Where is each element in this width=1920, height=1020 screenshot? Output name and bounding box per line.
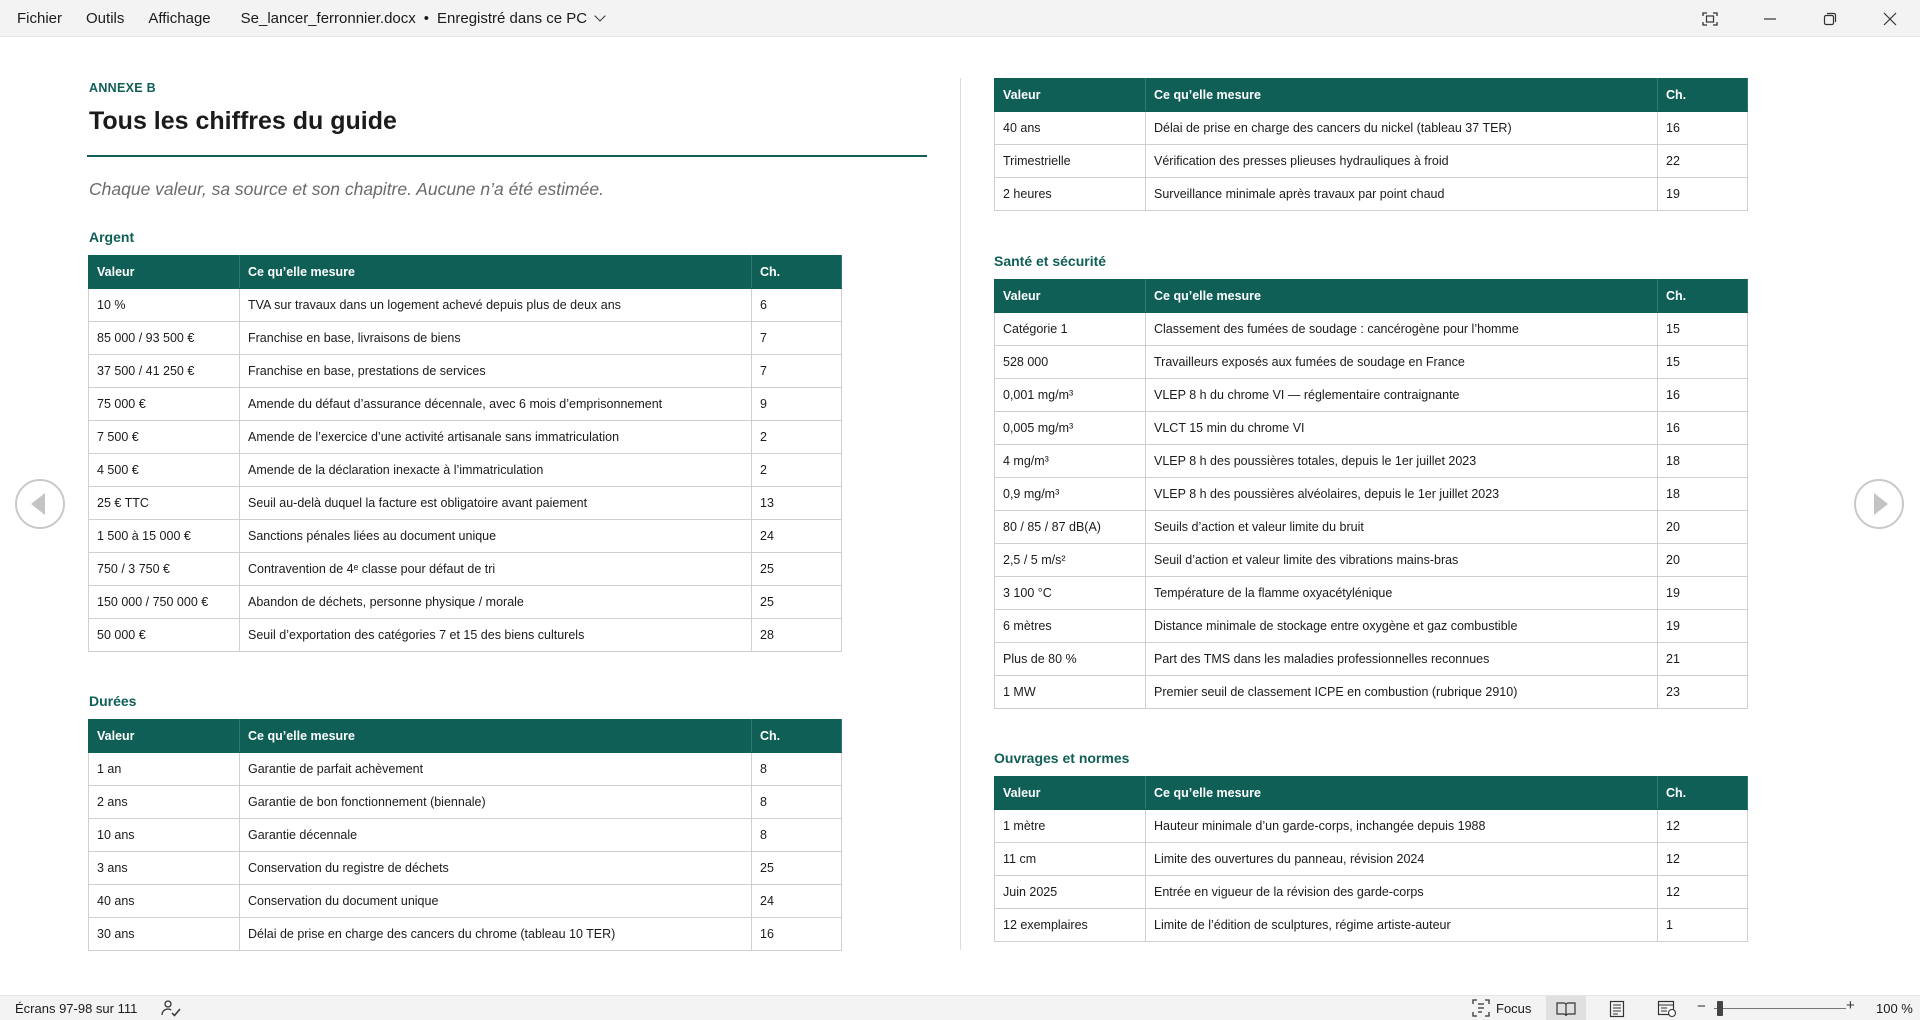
focus-label: Focus xyxy=(1496,1000,1532,1016)
cell-chapter: 8 xyxy=(752,786,842,819)
close-icon xyxy=(1883,12,1897,26)
minimize-button[interactable] xyxy=(1740,0,1800,37)
accessibility-checker-button[interactable] xyxy=(160,999,182,1020)
header-measure: Ce qu’elle mesure xyxy=(1146,79,1658,112)
table-row xyxy=(89,819,842,852)
table-row xyxy=(89,388,842,421)
table-row xyxy=(89,553,842,586)
table-header-row xyxy=(995,777,1748,810)
cell-value: 1 MW xyxy=(995,676,1146,709)
previous-page-button[interactable] xyxy=(15,479,65,529)
cell-measure: Limite de l’édition de sculptures, régime artiste-auteur xyxy=(1146,909,1658,942)
header-measure: Ce qu’elle mesure xyxy=(1146,280,1658,313)
cell-measure: TVA sur travaux dans un logement achevé depuis plus de deux ans xyxy=(240,289,752,322)
table-row xyxy=(995,346,1748,379)
cell-value: Trimestrielle xyxy=(995,145,1146,178)
zoom-level[interactable]: 100 % xyxy=(1876,1001,1913,1016)
section-title-ouvrages: Ouvrages et normes xyxy=(994,750,1130,766)
table-row xyxy=(995,909,1748,942)
chevron-down-icon xyxy=(594,10,605,21)
cell-value: 40 ans xyxy=(89,885,240,918)
fullscreen-icon xyxy=(1702,12,1718,26)
table-ouvrages-normes xyxy=(994,776,1748,942)
table-row xyxy=(89,487,842,520)
table-row xyxy=(995,511,1748,544)
cell-chapter: 28 xyxy=(752,619,842,652)
cell-value: 2 ans xyxy=(89,786,240,819)
cell-chapter: 19 xyxy=(1658,178,1748,211)
table-row xyxy=(995,313,1748,346)
table-durees-continued xyxy=(994,78,1748,211)
previous-page-icon xyxy=(31,493,45,515)
table-argent xyxy=(88,255,842,652)
cell-value: 10 ans xyxy=(89,819,240,852)
cell-value: 7 500 € xyxy=(89,421,240,454)
cell-chapter: 2 xyxy=(752,454,842,487)
menu-bar xyxy=(0,0,223,36)
cell-value: 12 exemplaires xyxy=(995,909,1146,942)
table-row xyxy=(89,322,842,355)
cell-measure: Amende de l’exercice d’une activité artisanale sans immatriculation xyxy=(240,421,752,454)
cell-measure: Vérification des presses plieuses hydrauliques à froid xyxy=(1146,145,1658,178)
header-measure: Ce qu’elle mesure xyxy=(1146,777,1658,810)
cell-measure: Surveillance minimale après travaux par point chaud xyxy=(1146,178,1658,211)
cell-chapter: 9 xyxy=(752,388,842,421)
cell-value: 25 € TTC xyxy=(89,487,240,520)
cell-measure: VLEP 8 h du chrome VI — réglementaire contraignante xyxy=(1146,379,1658,412)
cell-chapter: 16 xyxy=(752,918,842,951)
header-value: Valeur xyxy=(89,256,240,289)
header-chapter: Ch. xyxy=(752,256,842,289)
cell-chapter: 25 xyxy=(752,852,842,885)
close-button[interactable] xyxy=(1860,0,1920,37)
section-title-argent: Argent xyxy=(89,229,135,245)
read-mode-icon xyxy=(1556,1001,1576,1017)
read-mode-button[interactable] xyxy=(1546,996,1586,1020)
cell-value: 150 000 / 750 000 € xyxy=(89,586,240,619)
window-controls xyxy=(1680,0,1920,37)
cell-chapter: 18 xyxy=(1658,478,1748,511)
cell-chapter: 22 xyxy=(1658,145,1748,178)
table-row xyxy=(995,145,1748,178)
cell-measure: Franchise en base, prestations de services xyxy=(240,355,752,388)
cell-chapter: 16 xyxy=(1658,379,1748,412)
table-row xyxy=(995,843,1748,876)
cell-value: 4 500 € xyxy=(89,454,240,487)
annex-label: ANNEXE B xyxy=(89,81,156,95)
document-name: Se_lancer_ferronnier.docx xyxy=(240,9,416,27)
cell-value: Plus de 80 % xyxy=(995,643,1146,676)
cell-value: 1 500 à 15 000 € xyxy=(89,520,240,553)
cell-measure: Délai de prise en charge des cancers du chrome (tableau 10 TER) xyxy=(240,918,752,951)
table-row xyxy=(995,643,1748,676)
cell-chapter: 24 xyxy=(752,885,842,918)
cell-chapter: 12 xyxy=(1658,843,1748,876)
cell-chapter: 1 xyxy=(1658,909,1748,942)
cell-chapter: 8 xyxy=(752,753,842,786)
cell-measure: Délai de prise en charge des cancers du nickel (tableau 37 TER) xyxy=(1146,112,1658,145)
table-durees xyxy=(88,719,842,951)
table-row xyxy=(89,918,842,951)
header-measure: Ce qu’elle mesure xyxy=(240,256,752,289)
cell-measure: Amende du défaut d’assurance décennale, avec 6 mois d’emprisonnement xyxy=(240,388,752,421)
cell-value: 75 000 € xyxy=(89,388,240,421)
menu-outils[interactable]: Outils xyxy=(86,9,125,27)
header-value: Valeur xyxy=(995,280,1146,313)
table-header-row xyxy=(995,280,1748,313)
cell-value: 50 000 € xyxy=(89,619,240,652)
table-row xyxy=(995,676,1748,709)
cell-chapter: 12 xyxy=(1658,810,1748,843)
table-row xyxy=(89,421,842,454)
table-header-row xyxy=(89,256,842,289)
cell-value: 80 / 85 / 87 dB(A) xyxy=(995,511,1146,544)
table-row xyxy=(89,619,842,652)
cell-measure: VLCT 15 min du chrome VI xyxy=(1146,412,1658,445)
header-value: Valeur xyxy=(995,777,1146,810)
cell-value: 2,5 / 5 m/s² xyxy=(995,544,1146,577)
table-row xyxy=(89,586,842,619)
zoom-slider-thumb[interactable] xyxy=(1717,1001,1723,1016)
cell-measure: Limite des ouvertures du panneau, révision 2024 xyxy=(1146,843,1658,876)
cell-measure: Conservation du document unique xyxy=(240,885,752,918)
table-row xyxy=(995,876,1748,909)
cell-measure: Seuil d’action et valeur limite des vibrations mains-bras xyxy=(1146,544,1658,577)
document-title-button[interactable] xyxy=(231,0,614,36)
cell-value: 528 000 xyxy=(995,346,1146,379)
zoom-out-button[interactable]: − xyxy=(1697,998,1706,1015)
cell-chapter: 12 xyxy=(1658,876,1748,909)
cell-value: 30 ans xyxy=(89,918,240,951)
cell-measure: Franchise en base, livraisons de biens xyxy=(240,322,752,355)
cell-value: 0,9 mg/m³ xyxy=(995,478,1146,511)
header-value: Valeur xyxy=(89,720,240,753)
page-divider xyxy=(960,78,961,950)
cell-measure: Garantie de parfait achèvement xyxy=(240,753,752,786)
cell-measure: Distance minimale de stockage entre oxygène et gaz combustible xyxy=(1146,610,1658,643)
web-layout-icon xyxy=(1657,1000,1677,1018)
print-layout-button[interactable] xyxy=(1597,996,1637,1020)
header-value: Valeur xyxy=(995,79,1146,112)
next-page-button[interactable] xyxy=(1854,479,1904,529)
section-title-durees: Durées xyxy=(89,693,137,709)
cell-chapter: 7 xyxy=(752,355,842,388)
cell-measure: Sanctions pénales liées au document unique xyxy=(240,520,752,553)
cell-value: 4 mg/m³ xyxy=(995,445,1146,478)
header-measure: Ce qu’elle mesure xyxy=(240,720,752,753)
cell-measure: Seuil au-delà duquel la facture est obligatoire avant paiement xyxy=(240,487,752,520)
cell-value: 0,005 mg/m³ xyxy=(995,412,1146,445)
cell-chapter: 15 xyxy=(1658,313,1748,346)
page-left xyxy=(88,37,928,995)
cell-chapter: 20 xyxy=(1658,544,1748,577)
title-separator: • xyxy=(423,9,430,27)
cell-measure: Température de la flamme oxyacétylénique xyxy=(1146,577,1658,610)
page-counter: Écrans 97-98 sur 111 xyxy=(15,1001,138,1016)
menu-affichage[interactable]: Affichage xyxy=(148,9,211,27)
cell-value: 1 mètre xyxy=(995,810,1146,843)
next-page-icon xyxy=(1874,493,1888,515)
table-row xyxy=(995,379,1748,412)
page-right xyxy=(994,37,1754,995)
accessibility-icon xyxy=(160,999,182,1017)
cell-chapter: 7 xyxy=(752,322,842,355)
cell-chapter: 19 xyxy=(1658,610,1748,643)
restore-button[interactable] xyxy=(1800,0,1860,37)
cell-value: 40 ans xyxy=(995,112,1146,145)
cell-value: 85 000 / 93 500 € xyxy=(89,322,240,355)
table-header-row xyxy=(995,79,1748,112)
web-layout-button[interactable] xyxy=(1647,996,1687,1020)
page-subtitle: Chaque valeur, sa source et son chapitre. Aucune n’a été estimée. xyxy=(89,179,604,199)
cell-value: Juin 2025 xyxy=(995,876,1146,909)
table-row xyxy=(89,885,842,918)
table-header-row xyxy=(89,720,842,753)
save-status: Enregistré dans ce PC xyxy=(437,9,588,27)
table-row xyxy=(89,852,842,885)
cell-measure: Seuil d’exportation des catégories 7 et 15 des biens culturels xyxy=(240,619,752,652)
cell-chapter: 6 xyxy=(752,289,842,322)
cell-chapter: 16 xyxy=(1658,412,1748,445)
cell-value: 3 ans xyxy=(89,852,240,885)
fullscreen-button[interactable] xyxy=(1680,0,1740,37)
cell-value: 10 % xyxy=(89,289,240,322)
cell-measure: Abandon de déchets, personne physique / morale xyxy=(240,586,752,619)
cell-measure: Travailleurs exposés aux fumées de soudage en France xyxy=(1146,346,1658,379)
title-rule xyxy=(87,155,927,157)
cell-measure: Amende de la déclaration inexacte à l’immatriculation xyxy=(240,454,752,487)
restore-icon xyxy=(1823,12,1837,26)
cell-value: 3 100 °C xyxy=(995,577,1146,610)
title-bar xyxy=(0,0,1920,37)
page-title: Tous les chiffres du guide xyxy=(89,107,397,135)
section-title-sante: Santé et sécurité xyxy=(994,253,1107,269)
cell-chapter: 13 xyxy=(752,487,842,520)
cell-measure: VLEP 8 h des poussières totales, depuis le 1er juillet 2023 xyxy=(1146,445,1658,478)
cell-value: 1 an xyxy=(89,753,240,786)
table-row xyxy=(995,610,1748,643)
cell-measure: Entrée en vigueur de la révision des garde-corps xyxy=(1146,876,1658,909)
cell-chapter: 2 xyxy=(752,421,842,454)
table-row xyxy=(89,786,842,819)
cell-value: 0,001 mg/m³ xyxy=(995,379,1146,412)
table-row xyxy=(995,112,1748,145)
table-sante-securite xyxy=(994,279,1748,709)
table-row xyxy=(89,355,842,388)
cell-measure: Conservation du registre de déchets xyxy=(240,852,752,885)
table-row xyxy=(89,520,842,553)
table-row xyxy=(995,810,1748,843)
table-row xyxy=(995,577,1748,610)
cell-value: 6 mètres xyxy=(995,610,1146,643)
cell-chapter: 21 xyxy=(1658,643,1748,676)
cell-measure: VLEP 8 h des poussières alvéolaires, depuis le 1er juillet 2023 xyxy=(1146,478,1658,511)
header-chapter: Ch. xyxy=(1658,777,1748,810)
header-chapter: Ch. xyxy=(752,720,842,753)
cell-chapter: 25 xyxy=(752,553,842,586)
cell-chapter: 16 xyxy=(1658,112,1748,145)
cell-measure: Garantie décennale xyxy=(240,819,752,852)
cell-measure: Hauteur minimale d’un garde-corps, inchangée depuis 1988 xyxy=(1146,810,1658,843)
table-row xyxy=(89,289,842,322)
cell-measure: Contravention de 4ᵉ classe pour défaut de tri xyxy=(240,553,752,586)
cell-measure: Premier seuil de classement ICPE en combustion (rubrique 2910) xyxy=(1146,676,1658,709)
cell-measure: Classement des fumées de soudage : cancérogène pour l’homme xyxy=(1146,313,1658,346)
cell-chapter: 8 xyxy=(752,819,842,852)
cell-chapter: 20 xyxy=(1658,511,1748,544)
header-chapter: Ch. xyxy=(1658,79,1748,112)
cell-chapter: 15 xyxy=(1658,346,1748,379)
zoom-in-button[interactable]: + xyxy=(1846,997,1855,1014)
cell-value: 11 cm xyxy=(995,843,1146,876)
zoom-slider[interactable] xyxy=(1714,1008,1846,1009)
cell-measure: Garantie de bon fonctionnement (biennale) xyxy=(240,786,752,819)
table-row xyxy=(89,753,842,786)
table-row xyxy=(995,178,1748,211)
focus-icon xyxy=(1472,999,1490,1017)
cell-chapter: 25 xyxy=(752,586,842,619)
focus-button[interactable] xyxy=(1472,999,1531,1017)
header-chapter: Ch. xyxy=(1658,280,1748,313)
cell-measure: Part des TMS dans les maladies professionnelles reconnues xyxy=(1146,643,1658,676)
table-row xyxy=(995,445,1748,478)
minimize-icon xyxy=(1763,12,1777,26)
print-layout-icon xyxy=(1609,1000,1625,1018)
cell-chapter: 24 xyxy=(752,520,842,553)
cell-chapter: 23 xyxy=(1658,676,1748,709)
table-row xyxy=(995,412,1748,445)
cell-value: 37 500 / 41 250 € xyxy=(89,355,240,388)
cell-value: 2 heures xyxy=(995,178,1146,211)
cell-chapter: 18 xyxy=(1658,445,1748,478)
table-row xyxy=(89,454,842,487)
status-bar xyxy=(0,995,1920,1020)
menu-fichier[interactable]: Fichier xyxy=(17,9,63,27)
cell-chapter: 19 xyxy=(1658,577,1748,610)
table-row xyxy=(995,544,1748,577)
cell-measure: Seuils d’action et valeur limite du bruit xyxy=(1146,511,1658,544)
cell-value: Catégorie 1 xyxy=(995,313,1146,346)
table-row xyxy=(995,478,1748,511)
cell-value: 750 / 3 750 € xyxy=(89,553,240,586)
